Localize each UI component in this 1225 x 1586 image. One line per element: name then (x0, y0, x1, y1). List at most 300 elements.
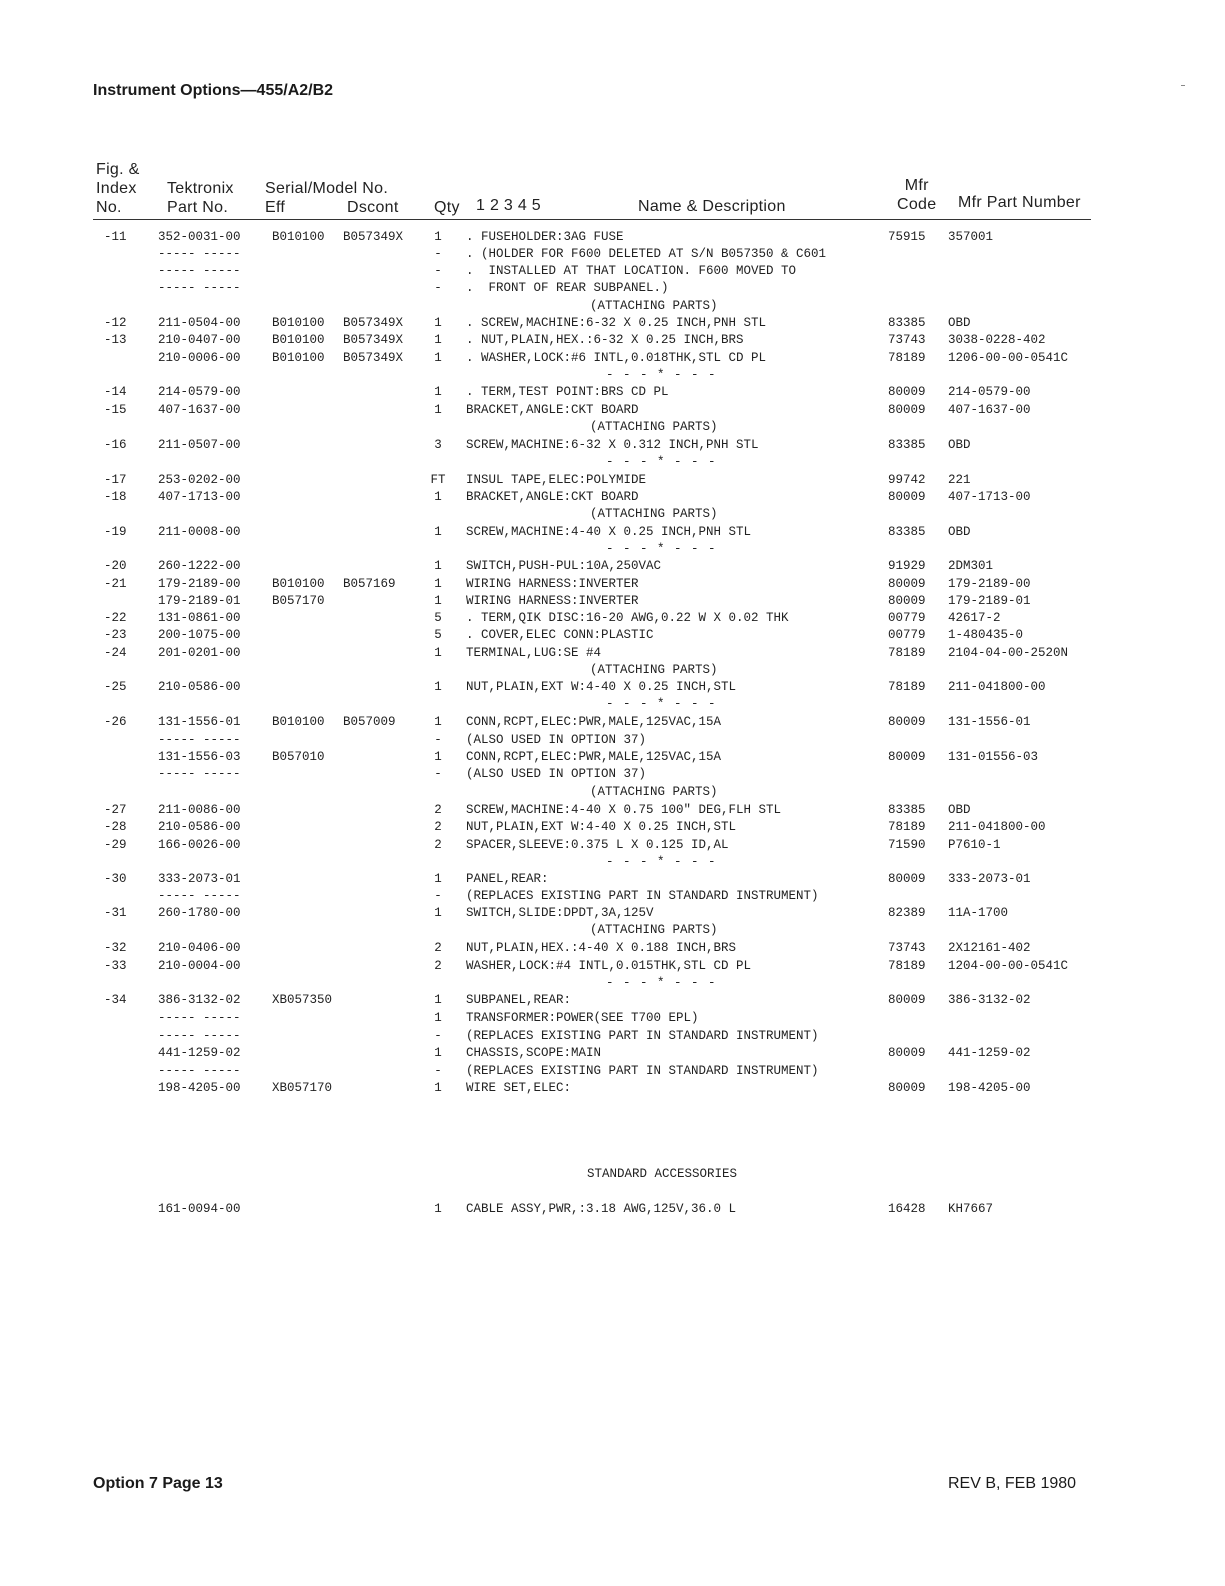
row-description: CONN,RCPT,ELEC:PWR,MALE,125VAC,15A (466, 750, 722, 764)
table-row (0, 1011, 1225, 1028)
table-row (0, 628, 1225, 645)
table-row (0, 889, 1225, 906)
row-mfr-code: 78189 (888, 820, 926, 834)
row-dscont: B057169 (343, 577, 396, 591)
row-description: WIRING HARNESS:INVERTER (466, 577, 639, 591)
attaching-parts-heading (0, 785, 1225, 802)
row-mfr-code: 16428 (888, 1202, 926, 1216)
row-part-number: 386-3132-02 (158, 993, 241, 1007)
row-qty: 1 (434, 385, 442, 399)
row-mfr-part: 221 (948, 473, 971, 487)
table-row (0, 803, 1225, 820)
header-mfr-code-line-1: Mfr (904, 177, 929, 194)
row-part-number: 179-2189-01 (158, 594, 241, 608)
row-description: SCREW,MACHINE:4-40 X 0.75 100" DEG,FLH STL (466, 803, 782, 817)
row-mfr-code: 78189 (888, 959, 926, 973)
row-part-number: 260-1222-00 (158, 559, 241, 573)
attaching-parts-separator (0, 455, 1225, 472)
row-index: -33 (104, 959, 127, 973)
row-mfr-part: 386-3132-02 (948, 993, 1031, 1007)
scan-mark (1181, 85, 1185, 86)
row-mfr-part: 2DM301 (948, 559, 994, 573)
footer-page-label: Option 7 Page 13 (93, 1475, 223, 1492)
row-mfr-part: OBD (948, 438, 971, 452)
row-qty: 2 (434, 820, 442, 834)
header-fig-line-1: Fig. & (96, 161, 140, 178)
header-fig-line-2: Index (96, 180, 137, 197)
row-mfr-part: OBD (948, 525, 971, 539)
row-index: -32 (104, 941, 127, 955)
row-index: -20 (104, 559, 127, 573)
table-row (0, 577, 1225, 594)
row-description: WASHER,LOCK:#4 INTL,0.015THK,STL CD PL (466, 959, 752, 973)
row-description: (ATTACHING PARTS) (590, 663, 718, 677)
row-description: CONN,RCPT,ELEC:PWR,MALE,125VAC,15A (466, 715, 722, 729)
row-description: WIRING HARNESS:INVERTER (466, 594, 639, 608)
row-description: . TERM,TEST POINT:BRS CD PL (466, 385, 669, 399)
row-description: SUBPANEL,REAR: (466, 993, 572, 1007)
row-mfr-code: 80009 (888, 490, 926, 504)
row-qty: 1 (434, 715, 442, 729)
row-index: -22 (104, 611, 127, 625)
row-index: -29 (104, 838, 127, 852)
row-part-number: 352-0031-00 (158, 230, 241, 244)
table-row (0, 264, 1225, 281)
header-fig-line-3: No. (96, 199, 122, 216)
row-part-number: 210-0006-00 (158, 351, 241, 365)
row-description: BRACKET,ANGLE:CKT BOARD (466, 490, 639, 504)
row-description: CHASSIS,SCOPE:MAIN (466, 1046, 602, 1060)
row-qty: - (434, 281, 442, 295)
table-row (0, 385, 1225, 402)
row-mfr-part: 211-041800-00 (948, 820, 1046, 834)
table-row (0, 1064, 1225, 1081)
row-qty: 5 (434, 628, 442, 642)
row-part-number: 210-0407-00 (158, 333, 241, 347)
row-dscont: B057009 (343, 715, 396, 729)
row-index: -34 (104, 993, 127, 1007)
row-part-number: 260-1780-00 (158, 906, 241, 920)
row-description: SCREW,MACHINE:4-40 X 0.25 INCH,PNH STL (466, 525, 752, 539)
table-row (0, 403, 1225, 420)
attaching-parts-heading (0, 420, 1225, 437)
table-row (0, 941, 1225, 958)
header-qty: Qty (434, 199, 460, 216)
row-part-number: 210-0004-00 (158, 959, 241, 973)
table-row (0, 820, 1225, 837)
header-dscont: Dscont (347, 199, 399, 216)
row-description: PANEL,REAR: (466, 872, 549, 886)
row-description: SPACER,SLEEVE:0.375 L X 0.125 ID,AL (466, 838, 729, 852)
row-description: . NUT,PLAIN,HEX.:6-32 X 0.25 INCH,BRS (466, 333, 744, 347)
attaching-parts-separator (0, 855, 1225, 872)
row-description: . FRONT OF REAR SUBPANEL.) (466, 281, 669, 295)
table-row (0, 230, 1225, 247)
row-mfr-part: 333-2073-01 (948, 872, 1031, 886)
row-separator: - - - * - - - (606, 542, 717, 556)
header-part-line-1: Tektronix (167, 180, 234, 197)
row-mfr-part: 1206-00-00-0541C (948, 351, 1069, 365)
row-mfr-code: 80009 (888, 1081, 926, 1095)
row-description: . INSTALLED AT THAT LOCATION. F600 MOVED TO (466, 264, 797, 278)
row-index: -25 (104, 680, 127, 694)
table-row (0, 906, 1225, 923)
row-index: -19 (104, 525, 127, 539)
row-description: (ATTACHING PARTS) (590, 923, 718, 937)
row-qty: - (434, 1029, 442, 1043)
row-qty: 1 (434, 594, 442, 608)
row-qty: FT (430, 473, 446, 487)
row-part-number: 201-0201-00 (158, 646, 241, 660)
header-part-line-2: Part No. (167, 199, 229, 216)
row-part-number: 211-0008-00 (158, 525, 241, 539)
row-qty: 1 (434, 1202, 442, 1216)
table-row (0, 767, 1225, 784)
row-mfr-part: KH7667 (948, 1202, 994, 1216)
header-serial-title: Serial/Model No. (265, 180, 389, 197)
row-qty: 1 (434, 750, 442, 764)
row-index: -23 (104, 628, 127, 642)
row-qty: 1 (434, 403, 442, 417)
table-row (0, 1029, 1225, 1046)
header-mfr-code (897, 176, 936, 214)
row-mfr-part: 407-1637-00 (948, 403, 1031, 417)
table-row (0, 247, 1225, 264)
row-mfr-code: 00779 (888, 611, 926, 625)
attaching-parts-separator (0, 697, 1225, 714)
row-part-number: 210-0406-00 (158, 941, 241, 955)
row-qty: 2 (434, 959, 442, 973)
row-mfr-code: 80009 (888, 594, 926, 608)
row-index: -28 (104, 820, 127, 834)
row-part-number: ----- ----- (158, 889, 241, 903)
row-mfr-part: 42617-2 (948, 611, 1001, 625)
row-mfr-part: 211-041800-00 (948, 680, 1046, 694)
row-qty: - (434, 733, 442, 747)
header-mfr-code-line-2: Code (897, 196, 937, 213)
table-row (0, 316, 1225, 333)
row-index: -15 (104, 403, 127, 417)
row-part-number: 407-1637-00 (158, 403, 241, 417)
row-mfr-code: 99742 (888, 473, 926, 487)
row-mfr-part: 11A-1700 (948, 906, 1009, 920)
row-part-number: ----- ----- (158, 1011, 241, 1025)
row-part-number: ----- ----- (158, 1064, 241, 1078)
attaching-parts-separator (0, 542, 1225, 559)
row-dscont: B057349X (343, 316, 404, 330)
row-dscont: B057349X (343, 230, 404, 244)
row-description: . (HOLDER FOR F600 DELETED AT S/N B057350 & C601 (466, 247, 827, 261)
row-mfr-code: 80009 (888, 750, 926, 764)
header-name-description: Name & Description (638, 198, 786, 215)
row-description: (REPLACES EXISTING PART IN STANDARD INSTRUMENT) (466, 889, 819, 903)
row-mfr-part: 179-2189-01 (948, 594, 1031, 608)
row-qty: - (434, 1064, 442, 1078)
row-dscont: B057349X (343, 333, 404, 347)
row-qty: 1 (434, 525, 442, 539)
table-row (0, 438, 1225, 455)
table-row (0, 872, 1225, 889)
row-mfr-part: 198-4205-00 (948, 1081, 1031, 1095)
standard-accessories-title: STANDARD ACCESSORIES (587, 1167, 738, 1181)
row-dscont: B057349X (343, 351, 404, 365)
row-part-number: 333-2073-01 (158, 872, 241, 886)
row-qty: 2 (434, 941, 442, 955)
row-index: -16 (104, 438, 127, 452)
accessory-row (0, 1202, 1225, 1219)
row-description: . TERM,QIK DISC:16-20 AWG,0.22 W X 0.02 THK (466, 611, 789, 625)
row-part-number: 161-0094-00 (158, 1202, 241, 1216)
row-description: (ALSO USED IN OPTION 37) (466, 733, 647, 747)
row-mfr-part: 1-480435-0 (948, 628, 1024, 642)
row-mfr-code: 80009 (888, 872, 926, 886)
row-mfr-code: 83385 (888, 803, 926, 817)
table-row (0, 715, 1225, 732)
row-mfr-code: 75915 (888, 230, 926, 244)
row-index: -17 (104, 473, 127, 487)
row-mfr-part: 214-0579-00 (948, 385, 1031, 399)
row-separator: - - - * - - - (606, 976, 717, 990)
row-qty: - (434, 264, 442, 278)
row-mfr-part: 3038-0228-402 (948, 333, 1046, 347)
row-index: -26 (104, 715, 127, 729)
row-description: TERMINAL,LUG:SE #4 (466, 646, 602, 660)
table-row (0, 611, 1225, 628)
table-row (0, 750, 1225, 767)
row-mfr-part: 407-1713-00 (948, 490, 1031, 504)
row-mfr-code: 00779 (888, 628, 926, 642)
table-row (0, 281, 1225, 298)
row-mfr-code: 91929 (888, 559, 926, 573)
row-mfr-part: 2X12161-402 (948, 941, 1031, 955)
row-eff: XB057350 (272, 993, 333, 1007)
attaching-parts-heading (0, 507, 1225, 524)
row-mfr-code: 83385 (888, 525, 926, 539)
row-separator: - - - * - - - (606, 368, 717, 382)
row-description: SWITCH,PUSH-PUL:10A,250VAC (466, 559, 662, 573)
row-part-number: 211-0086-00 (158, 803, 241, 817)
row-part-number: 131-1556-01 (158, 715, 241, 729)
row-mfr-code: 78189 (888, 680, 926, 694)
attaching-parts-separator (0, 976, 1225, 993)
row-eff: B057170 (272, 594, 325, 608)
row-part-number: ----- ----- (158, 733, 241, 747)
table-row (0, 680, 1225, 697)
header-rule (93, 219, 1091, 220)
row-index: -13 (104, 333, 127, 347)
row-description: . COVER,ELEC CONN:PLASTIC (466, 628, 654, 642)
table-row (0, 559, 1225, 576)
row-description: NUT,PLAIN,HEX.:4-40 X 0.188 INCH,BRS (466, 941, 737, 955)
footer-revision: REV B, FEB 1980 (948, 1475, 1077, 1492)
row-eff: B010100 (272, 333, 325, 347)
row-mfr-part: OBD (948, 803, 971, 817)
attaching-parts-heading (0, 663, 1225, 680)
attaching-parts-separator (0, 368, 1225, 385)
row-qty: 2 (434, 838, 442, 852)
row-qty: 1 (434, 872, 442, 886)
header-eff: Eff (265, 199, 286, 216)
row-part-number: ----- ----- (158, 264, 241, 278)
row-mfr-code: 83385 (888, 316, 926, 330)
row-eff: B010100 (272, 715, 325, 729)
row-mfr-code: 80009 (888, 715, 926, 729)
row-qty: 1 (434, 230, 442, 244)
table-row (0, 490, 1225, 507)
row-description: NUT,PLAIN,EXT W:4-40 X 0.25 INCH,STL (466, 680, 737, 694)
row-description: SCREW,MACHINE:6-32 X 0.312 INCH,PNH STL (466, 438, 759, 452)
table-row (0, 733, 1225, 750)
header-indent-levels: 1 2 3 4 5 (476, 197, 541, 214)
row-part-number: 441-1259-02 (158, 1046, 241, 1060)
row-qty: 1 (434, 993, 442, 1007)
table-row (0, 333, 1225, 350)
row-index: -31 (104, 906, 127, 920)
row-separator: - - - * - - - (606, 455, 717, 469)
row-qty: - (434, 247, 442, 261)
row-part-number: 131-1556-03 (158, 750, 241, 764)
row-qty: 2 (434, 803, 442, 817)
row-eff: B010100 (272, 230, 325, 244)
row-mfr-code: 82389 (888, 906, 926, 920)
row-description: SWITCH,SLIDE:DPDT,3A,125V (466, 906, 654, 920)
table-row (0, 838, 1225, 855)
row-part-number: 210-0586-00 (158, 680, 241, 694)
row-qty: 1 (434, 906, 442, 920)
row-description: (REPLACES EXISTING PART IN STANDARD INSTRUMENT) (466, 1029, 819, 1043)
row-qty: 1 (434, 333, 442, 347)
row-index: -30 (104, 872, 127, 886)
row-index: -12 (104, 316, 127, 330)
row-qty: 1 (434, 646, 442, 660)
row-qty: 1 (434, 1046, 442, 1060)
row-part-number: 214-0579-00 (158, 385, 241, 399)
row-qty: 1 (434, 680, 442, 694)
row-part-number: ----- ----- (158, 1029, 241, 1043)
row-part-number: 198-4205-00 (158, 1081, 241, 1095)
row-part-number: 179-2189-00 (158, 577, 241, 591)
row-qty: 1 (434, 316, 442, 330)
row-separator: - - - * - - - (606, 855, 717, 869)
row-index: -14 (104, 385, 127, 399)
row-mfr-code: 73743 (888, 333, 926, 347)
row-part-number: ----- ----- (158, 247, 241, 261)
row-mfr-code: 80009 (888, 577, 926, 591)
row-description: (ATTACHING PARTS) (590, 785, 718, 799)
row-part-number: 253-0202-00 (158, 473, 241, 487)
row-qty: 1 (434, 351, 442, 365)
row-part-number: 200-1075-00 (158, 628, 241, 642)
row-description: (ATTACHING PARTS) (590, 507, 718, 521)
row-qty: 1 (434, 559, 442, 573)
row-part-number: 210-0586-00 (158, 820, 241, 834)
row-index: -24 (104, 646, 127, 660)
row-part-number: ----- ----- (158, 281, 241, 295)
row-mfr-part: 131-1556-01 (948, 715, 1031, 729)
row-qty: - (434, 767, 442, 781)
row-qty: 1 (434, 577, 442, 591)
row-description: . SCREW,MACHINE:6-32 X 0.25 INCH,PNH STL (466, 316, 767, 330)
attaching-parts-heading (0, 299, 1225, 316)
row-mfr-part: 131-01556-03 (948, 750, 1039, 764)
table-row (0, 993, 1225, 1010)
table-row (0, 1081, 1225, 1098)
header-fig-index (96, 160, 140, 217)
row-mfr-code: 73743 (888, 941, 926, 955)
table-row (0, 1046, 1225, 1063)
row-index: -21 (104, 577, 127, 591)
row-index: -18 (104, 490, 127, 504)
row-part-number: ----- ----- (158, 767, 241, 781)
row-description: . FUSEHOLDER:3AG FUSE (466, 230, 624, 244)
row-mfr-code: 83385 (888, 438, 926, 452)
row-mfr-code: 71590 (888, 838, 926, 852)
row-description: INSUL TAPE,ELEC:POLYMIDE (466, 473, 647, 487)
row-part-number: 211-0507-00 (158, 438, 241, 452)
row-eff: B057010 (272, 750, 325, 764)
table-row (0, 646, 1225, 663)
row-separator: - - - * - - - (606, 697, 717, 711)
row-mfr-part: 2104-04-00-2520N (948, 646, 1069, 660)
row-eff: B010100 (272, 316, 325, 330)
attaching-parts-heading (0, 923, 1225, 940)
row-description: (REPLACES EXISTING PART IN STANDARD INSTRUMENT) (466, 1064, 819, 1078)
row-index: -27 (104, 803, 127, 817)
row-description: . WASHER,LOCK:#6 INTL,0.018THK,STL CD PL (466, 351, 767, 365)
row-mfr-code: 80009 (888, 1046, 926, 1060)
row-mfr-code: 80009 (888, 385, 926, 399)
row-description: (ATTACHING PARTS) (590, 420, 718, 434)
row-description: (ATTACHING PARTS) (590, 299, 718, 313)
header-mfr-part-number: Mfr Part Number (958, 194, 1081, 211)
row-mfr-code: 80009 (888, 993, 926, 1007)
row-mfr-code: 78189 (888, 351, 926, 365)
header-serial (265, 179, 399, 217)
row-mfr-part: P7610-1 (948, 838, 1001, 852)
row-description: NUT,PLAIN,EXT W:4-40 X 0.25 INCH,STL (466, 820, 737, 834)
row-eff: B010100 (272, 577, 325, 591)
row-eff: XB057170 (272, 1081, 333, 1095)
row-part-number: 211-0504-00 (158, 316, 241, 330)
row-qty: 3 (434, 438, 442, 452)
row-mfr-part: OBD (948, 316, 971, 330)
row-qty: - (434, 889, 442, 903)
row-eff: B010100 (272, 351, 325, 365)
row-mfr-part: 441-1259-02 (948, 1046, 1031, 1060)
row-part-number: 131-0861-00 (158, 611, 241, 625)
row-mfr-part: 357001 (948, 230, 994, 244)
row-qty: 5 (434, 611, 442, 625)
table-row (0, 351, 1225, 368)
row-description: (ALSO USED IN OPTION 37) (466, 767, 647, 781)
row-description: CABLE ASSY,PWR,:3.18 AWG,125V,36.0 L (466, 1202, 737, 1216)
row-qty: 1 (434, 490, 442, 504)
row-mfr-part: 179-2189-00 (948, 577, 1031, 591)
row-mfr-part: 1204-00-00-0541C (948, 959, 1069, 973)
row-description: WIRE SET,ELEC: (466, 1081, 572, 1095)
table-row (0, 525, 1225, 542)
row-description: TRANSFORMER:POWER(SEE T700 EPL) (466, 1011, 699, 1025)
row-description: BRACKET,ANGLE:CKT BOARD (466, 403, 639, 417)
table-row (0, 594, 1225, 611)
row-qty: 1 (434, 1081, 442, 1095)
row-part-number: 407-1713-00 (158, 490, 241, 504)
table-row (0, 959, 1225, 976)
row-index: -11 (104, 230, 127, 244)
page-title: Instrument Options—455/A2/B2 (93, 82, 334, 99)
row-qty: 1 (434, 1011, 442, 1025)
row-mfr-code: 80009 (888, 403, 926, 417)
